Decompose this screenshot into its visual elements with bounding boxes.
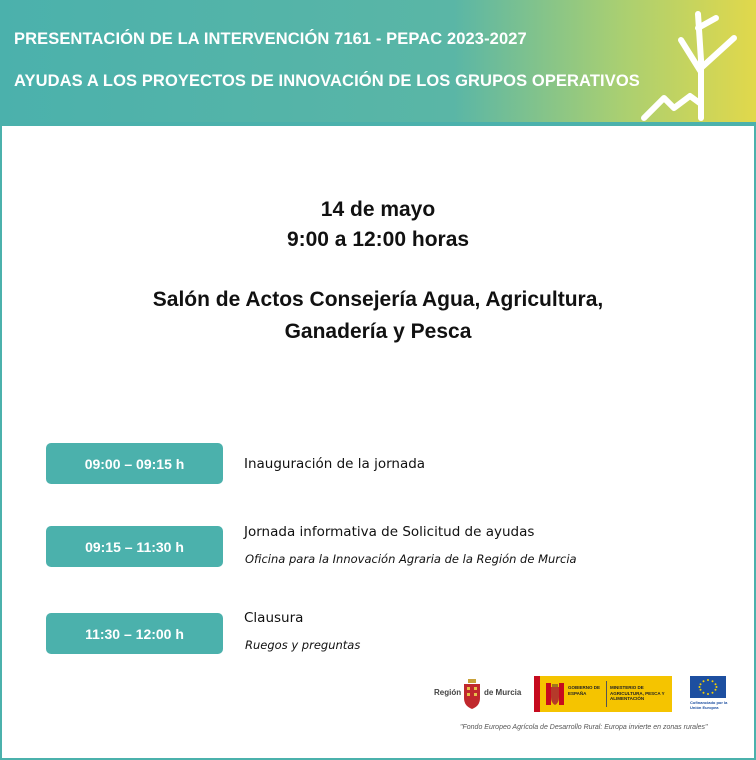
agenda-item-title: Jornada informativa de Solicitud de ayudas	[244, 524, 535, 540]
event-date: 14 de mayo	[320, 198, 436, 221]
ministerio-text: MINISTERIO DE AGRICULTURA, PESCA Y ALIMENTACIÓN	[610, 685, 665, 701]
eu-flag-icon	[690, 676, 726, 698]
agenda-time-badge: 09:15 – 11:30 h	[46, 526, 223, 567]
agenda-item-title: Clausura	[244, 610, 304, 626]
logo-divider	[606, 681, 607, 707]
event-time: 9:00 a 12:00 horas	[286, 228, 470, 251]
event-venue-line2: Ganadería y Pesca	[284, 320, 472, 343]
agenda-time-badge: 11:30 – 12:00 h	[46, 613, 223, 654]
header-title-line2: AYUDAS A LOS PROYECTOS DE INNOVACIÓN DE LOS GRUPOS OPERATIVOS	[14, 72, 640, 90]
agenda-item-subtitle: Oficina para la Innovación Agraria de la Región de Murcia	[245, 552, 577, 566]
agenda-item-title: Inauguración de la jornada	[244, 456, 426, 472]
footer-note: "Fondo Europeo Agrícola de Desarrollo Rural: Europa invierte en zonas rurales"	[460, 724, 708, 731]
murcia-logo-text-right: de Murcia	[484, 688, 522, 697]
murcia-logo-text-left: Región	[434, 688, 462, 697]
ministerio-logo	[534, 676, 672, 712]
murcia-logo	[430, 678, 524, 712]
sponsor-logos	[0, 672, 756, 716]
gobierno-text: GOBIERNO DE ESPAÑA	[568, 685, 601, 696]
spain-coat-of-arms-icon	[544, 681, 566, 707]
header-banner	[0, 0, 756, 122]
eu-caption: Cofinanciado por la Unión Europea	[690, 700, 728, 710]
eu-logo	[688, 676, 728, 716]
agenda-time-badge: 09:00 – 09:15 h	[46, 443, 223, 484]
murcia-crest-icon	[462, 678, 482, 710]
agenda-item-subtitle: Ruegos y preguntas	[245, 638, 361, 652]
event-venue-line1: Salón de Actos Consejería Agua, Agricultura,	[152, 288, 604, 311]
sprout-icon	[636, 0, 756, 122]
header-title-line1: PRESENTACIÓN DE LA INTERVENCIÓN 7161 - PEPAC 2023-2027	[14, 30, 527, 48]
spain-flag-stripe	[534, 676, 540, 712]
